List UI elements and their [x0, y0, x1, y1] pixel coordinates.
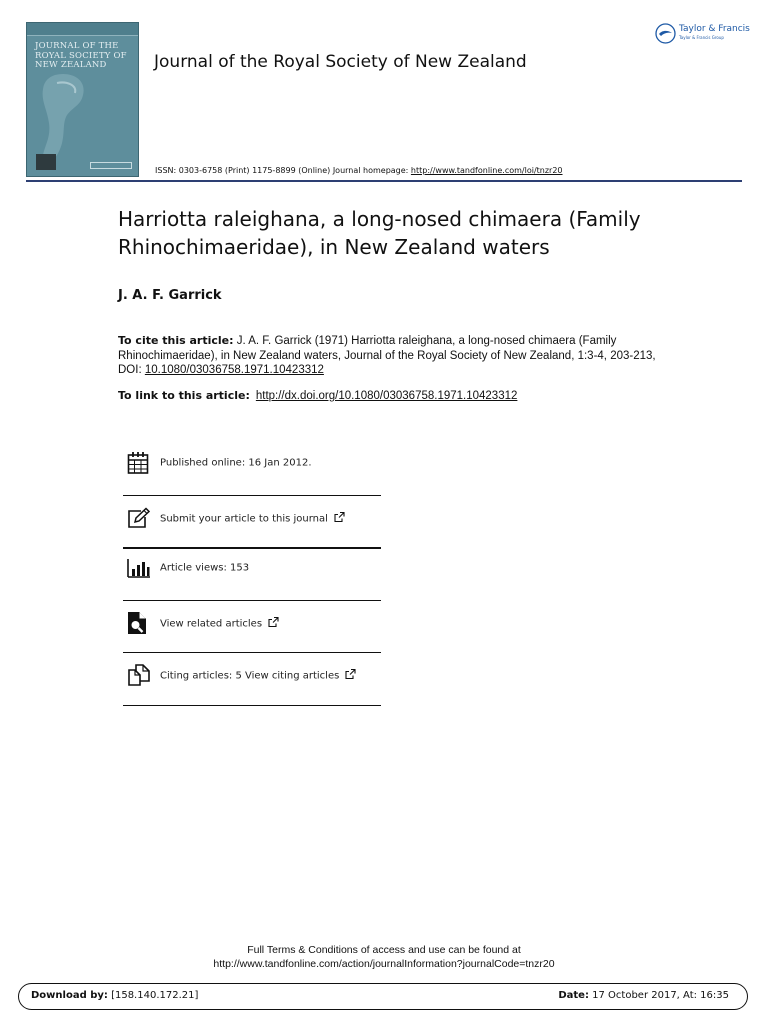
- header-divider: [26, 180, 742, 182]
- cover-logo-strip: [90, 162, 132, 169]
- publisher-logo-icon: [655, 23, 676, 44]
- article-link-line: [118, 389, 517, 402]
- article-views-text: Article views: 153: [160, 562, 250, 574]
- submit-article-row[interactable]: [123, 492, 381, 544]
- publisher-group: Taylor & Francis Group: [679, 35, 724, 40]
- citation-block: [118, 334, 658, 378]
- cite-label: To cite this article:: [118, 334, 234, 347]
- terms-line: Full Terms & Conditions of access and use can be found at: [247, 944, 521, 956]
- cover-title: JOURNAL OF THE ROYAL SOCIETY OF NEW ZEALAND: [35, 41, 127, 70]
- download-by: [31, 990, 198, 1001]
- publisher-name: Taylor & Francis: [679, 24, 750, 34]
- issn-text: ISSN: 0303-6758 (Print) 1175-8899 (Online) Journal homepage:: [155, 166, 411, 175]
- date-value: 17 October 2017, At: 16:35: [588, 990, 729, 1001]
- doi-link[interactable]: 10.1080/03036758.1971.10423312: [144, 364, 324, 376]
- terms-url-link[interactable]: http://www.tandfonline.com/action/journalInformation?journalCode=tnzr20: [213, 958, 555, 970]
- calendar-icon: [127, 451, 149, 475]
- download-date: [558, 990, 729, 1001]
- external-link-icon: [345, 669, 356, 680]
- submit-article-link[interactable]: [160, 512, 345, 525]
- article-author: J. A. F. Garrick: [118, 288, 222, 303]
- download-info-bar: [18, 983, 748, 1010]
- download-value: [158.140.172.21]: [107, 990, 199, 1001]
- bar-chart-icon: [127, 558, 151, 578]
- related-articles-row[interactable]: [123, 597, 381, 649]
- external-link-icon: [268, 617, 279, 628]
- citing-articles-text: Citing articles: 5 View citing articles: [160, 670, 340, 682]
- related-articles-text: View related articles: [160, 618, 263, 630]
- document-search-icon: [127, 611, 147, 635]
- related-articles-link[interactable]: [160, 617, 279, 630]
- cover-publisher-mark: [36, 154, 56, 170]
- date-label: Date:: [558, 990, 589, 1001]
- external-link-icon: [334, 512, 345, 523]
- published-online-row: [123, 437, 381, 489]
- article-title: Harriotta raleighana, a long-nosed chimaera (Family Rhinochimaeridae), in New Zealand waters: [118, 207, 641, 259]
- article-views-row: [123, 542, 381, 594]
- journal-cover: [26, 22, 139, 177]
- cite-text: J. A. F. Garrick (1971) Harriotta raleighana, a long-nosed chimaera (Family Rhinochimaeridae), in New Zealand waters, Journal of the Royal Society of New Zealand, 1:3-4, 203-213, DOI:: [118, 335, 656, 376]
- published-online-text: Published online: 16 Jan 2012.: [160, 457, 312, 469]
- article-doi-url-link[interactable]: http://dx.doi.org/10.1080/03036758.1971.10423312: [255, 390, 518, 402]
- link-label: To link to this article:: [118, 389, 250, 402]
- citing-documents-icon: [127, 664, 151, 686]
- edit-icon: [127, 507, 151, 529]
- citing-articles-row[interactable]: [123, 649, 381, 701]
- issn-line: [155, 166, 563, 175]
- info-divider: [123, 705, 381, 706]
- journal-homepage-link[interactable]: http://www.tandfonline.com/loi/tnzr20: [410, 166, 563, 175]
- submit-article-text: Submit your article to this journal: [160, 513, 328, 525]
- citing-articles-link[interactable]: [160, 669, 356, 682]
- cover-top-band: [27, 23, 138, 36]
- download-label: Download by:: [31, 990, 108, 1001]
- journal-title: Journal of the Royal Society of New Zealand: [154, 52, 527, 72]
- publisher-logo[interactable]: [655, 23, 750, 48]
- terms-note: [0, 943, 768, 971]
